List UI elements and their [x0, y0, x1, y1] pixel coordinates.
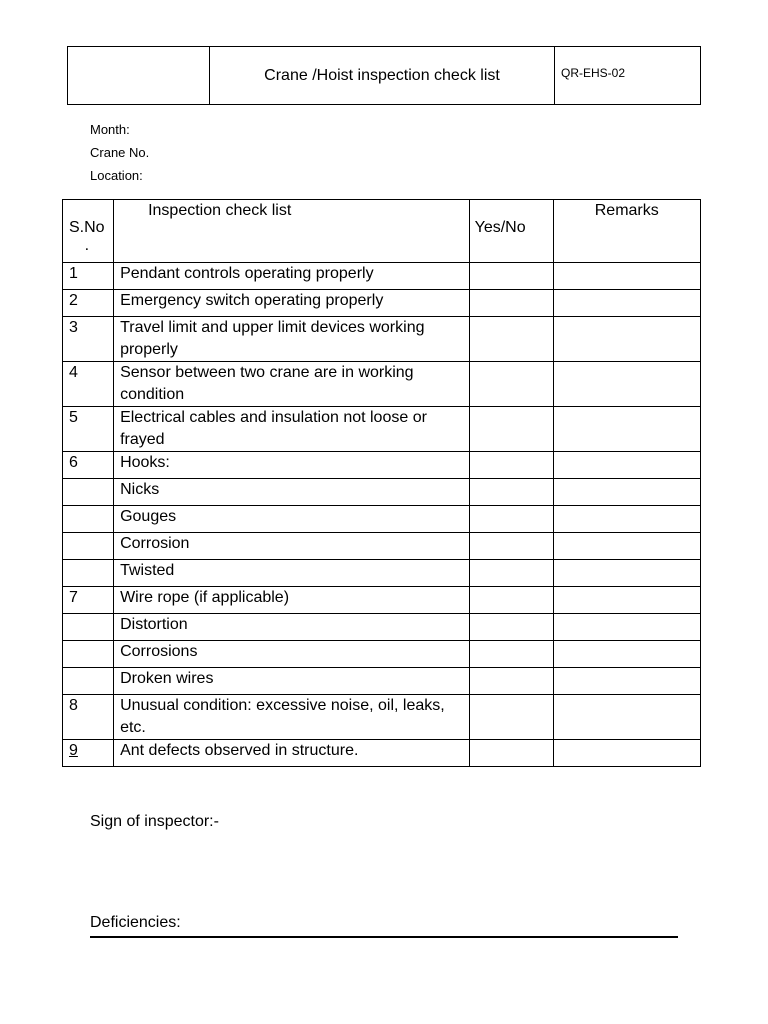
remarks-cell[interactable] [553, 290, 700, 317]
row-number [63, 479, 114, 506]
check-item: Pendant controls operating properly [114, 263, 470, 290]
check-item: Corrosions [114, 641, 470, 668]
sno-header: S.No . [69, 219, 105, 254]
row-number [63, 506, 114, 533]
deficiencies-line [90, 936, 678, 938]
table-row [63, 452, 701, 479]
table-row [63, 407, 701, 452]
logo-cell [68, 47, 210, 105]
remarks-cell[interactable] [553, 740, 700, 767]
crane-number-label: Crane No. [90, 145, 150, 160]
check-item: Ant defects observed in structure. [114, 740, 470, 767]
document-code: QR-EHS-02 [555, 47, 701, 105]
remarks-header: Remarks [594, 202, 659, 219]
table-row [63, 668, 701, 695]
remarks-cell[interactable] [553, 695, 700, 740]
row-number [63, 641, 114, 668]
check-item: Sensor between two crane are in working condition [114, 362, 470, 407]
row-number: 5 [63, 407, 114, 452]
table-header-row [63, 200, 701, 263]
remarks-cell[interactable] [553, 533, 700, 560]
row-number: 7 [63, 587, 114, 614]
table-row [63, 290, 701, 317]
yes-no-cell[interactable] [469, 506, 553, 533]
check-item: Distortion [114, 614, 470, 641]
document-title: Crane /Hoist inspection check list [210, 47, 555, 105]
item-header: Inspection check list [148, 202, 292, 219]
remarks-cell[interactable] [553, 587, 700, 614]
location-label: Location: [90, 168, 143, 183]
remarks-cell[interactable] [553, 560, 700, 587]
table-row [63, 479, 701, 506]
sno-header-cell [63, 200, 114, 263]
remarks-header-cell [553, 200, 700, 263]
row-number [63, 614, 114, 641]
remarks-cell[interactable] [553, 407, 700, 452]
remarks-cell[interactable] [553, 317, 700, 362]
yes-no-header: Yes/No [474, 219, 526, 236]
remarks-cell[interactable] [553, 362, 700, 407]
remarks-cell[interactable] [553, 479, 700, 506]
check-item: Wire rope (if applicable) [114, 587, 470, 614]
check-item: Gouges [114, 506, 470, 533]
remarks-cell[interactable] [553, 452, 700, 479]
yes-no-cell[interactable] [469, 362, 553, 407]
table-row [63, 533, 701, 560]
check-item: Emergency switch operating properly [114, 290, 470, 317]
check-item: Corrosion [114, 533, 470, 560]
table-row [63, 695, 701, 740]
yes-no-cell[interactable] [469, 560, 553, 587]
deficiencies-label: Deficiencies: [90, 914, 181, 931]
row-number-text: 9 [69, 742, 78, 759]
table-row [63, 614, 701, 641]
table-row [63, 587, 701, 614]
row-number: 6 [63, 452, 114, 479]
check-item: Travel limit and upper limit devices working properly [114, 317, 470, 362]
item-header-cell [114, 200, 470, 263]
yes-no-cell[interactable] [469, 614, 553, 641]
row-number: 2 [63, 290, 114, 317]
check-item: Droken wires [114, 668, 470, 695]
row-number [63, 740, 114, 767]
check-item: Twisted [114, 560, 470, 587]
yes-no-cell[interactable] [469, 668, 553, 695]
table-row [63, 263, 701, 290]
yes-no-cell[interactable] [469, 452, 553, 479]
check-item: Nicks [114, 479, 470, 506]
remarks-cell[interactable] [553, 668, 700, 695]
check-item: Electrical cables and insulation not loose or frayed [114, 407, 470, 452]
check-item: Unusual condition: excessive noise, oil, leaks, etc. [114, 695, 470, 740]
yes-no-header-cell [469, 200, 553, 263]
yes-no-cell[interactable] [469, 641, 553, 668]
table-row [63, 740, 701, 767]
document-header [67, 46, 701, 105]
table-row [63, 560, 701, 587]
inspection-checklist-table [62, 199, 701, 767]
row-number: 3 [63, 317, 114, 362]
inspector-sign-label: Sign of inspector:- [90, 813, 219, 830]
table-row [63, 641, 701, 668]
yes-no-cell[interactable] [469, 740, 553, 767]
row-number [63, 533, 114, 560]
remarks-cell[interactable] [553, 614, 700, 641]
yes-no-cell[interactable] [469, 695, 553, 740]
row-number: 1 [63, 263, 114, 290]
row-number [63, 560, 114, 587]
yes-no-cell[interactable] [469, 290, 553, 317]
row-number: 8 [63, 695, 114, 740]
remarks-cell[interactable] [553, 263, 700, 290]
table-row [63, 362, 701, 407]
yes-no-cell[interactable] [469, 263, 553, 290]
row-number: 4 [63, 362, 114, 407]
yes-no-cell[interactable] [469, 587, 553, 614]
yes-no-cell[interactable] [469, 479, 553, 506]
yes-no-cell[interactable] [469, 533, 553, 560]
month-label: Month: [90, 122, 130, 137]
check-item: Hooks: [114, 452, 470, 479]
row-number [63, 668, 114, 695]
table-row [63, 317, 701, 362]
table-row [63, 506, 701, 533]
yes-no-cell[interactable] [469, 407, 553, 452]
remarks-cell[interactable] [553, 641, 700, 668]
remarks-cell[interactable] [553, 506, 700, 533]
yes-no-cell[interactable] [469, 317, 553, 362]
